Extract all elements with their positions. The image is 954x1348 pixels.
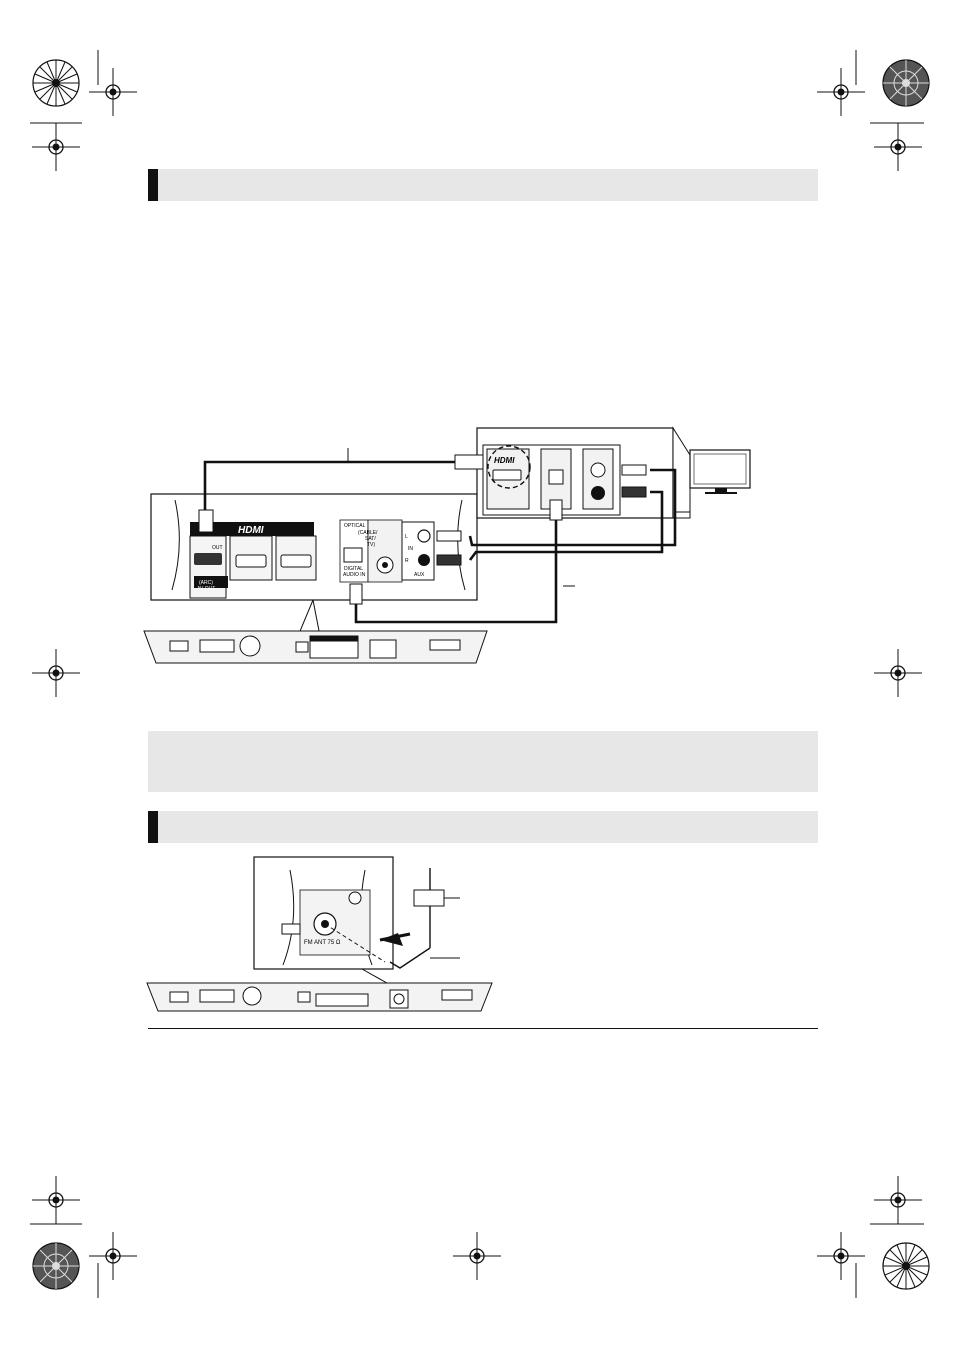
main-hdmi-logo: HDMI bbox=[238, 525, 264, 536]
registration-star-bottom-left bbox=[33, 1243, 79, 1289]
hdmi-out-label: OUT bbox=[212, 545, 223, 551]
optical-sub3: TV) bbox=[367, 542, 376, 548]
crosshair-9 bbox=[89, 1232, 137, 1280]
aux-label: AUX bbox=[414, 572, 425, 578]
right-jack-label: R bbox=[405, 558, 409, 564]
crop-marks bbox=[30, 50, 924, 1298]
unit-rear-1 bbox=[144, 631, 487, 663]
optical-sub2: SAT/ bbox=[365, 536, 376, 542]
crosshair-1 bbox=[89, 68, 137, 116]
digital-label: DIGITAL bbox=[344, 566, 364, 572]
crosshair-11 bbox=[817, 1232, 865, 1280]
tv-icon bbox=[673, 428, 750, 518]
crosshair-2 bbox=[32, 123, 80, 171]
optical-sub1: (CABLE/ bbox=[358, 530, 378, 536]
crosshair-5 bbox=[32, 649, 80, 697]
crosshair-4 bbox=[874, 123, 922, 171]
crosshair-10 bbox=[453, 1232, 501, 1280]
crosshair-8 bbox=[874, 1176, 922, 1224]
audio-in-label: AUDIO IN bbox=[343, 572, 366, 578]
tv-hdmi-logo: HDMI bbox=[494, 456, 515, 465]
fm-antenna-zoom-panel bbox=[254, 857, 393, 969]
fm-ant-label: FM ANT 75 Ω bbox=[304, 940, 341, 946]
optical-label: OPTICAL bbox=[344, 523, 366, 529]
crosshair-3 bbox=[817, 68, 865, 116]
registration-star-top-right bbox=[883, 60, 929, 106]
unit-rear-2 bbox=[147, 983, 492, 1011]
hdmi-avout-label: AV OUT bbox=[197, 586, 216, 592]
left-jack-label: L bbox=[405, 534, 408, 540]
in-label: IN bbox=[408, 546, 413, 552]
registration-star-top-left bbox=[33, 60, 79, 106]
registration-star-bottom-right bbox=[883, 1243, 929, 1289]
hdmi-arc-label: (ARC) bbox=[199, 580, 213, 586]
crosshair-6 bbox=[874, 649, 922, 697]
crosshair-7 bbox=[32, 1176, 80, 1224]
